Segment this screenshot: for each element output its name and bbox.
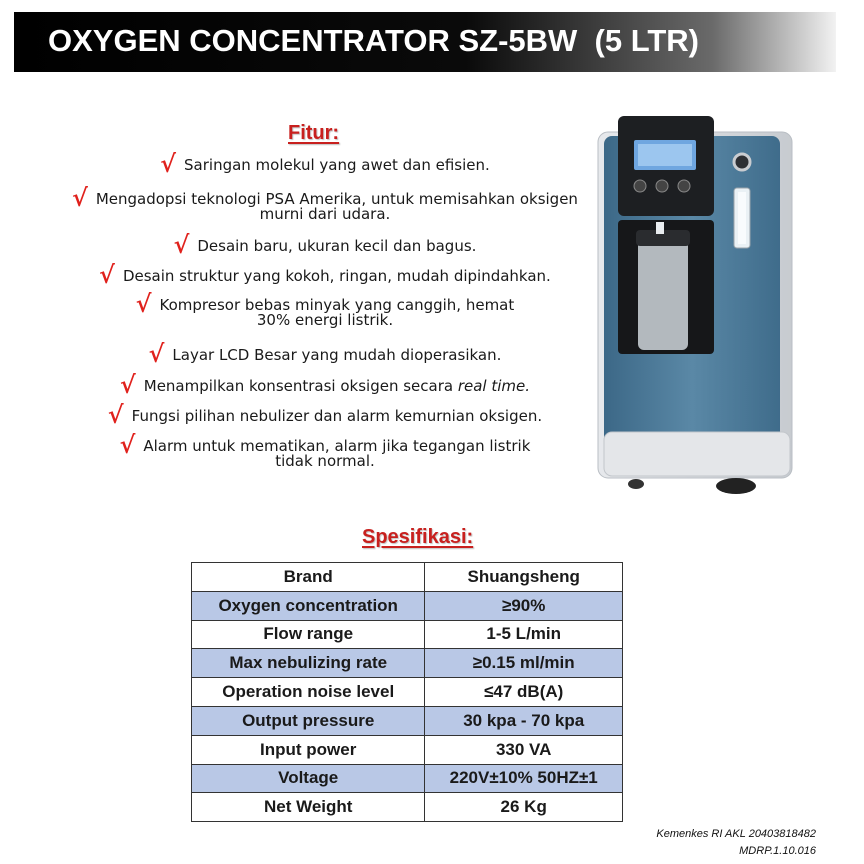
spec-label: Brand (192, 563, 425, 592)
spec-value: ≥90% (425, 591, 623, 620)
registration-number: Kemenkes RI AKL 20403818482 (656, 828, 816, 840)
table-row (192, 649, 623, 678)
check-icon: √ (119, 370, 136, 399)
feature-item: √ Kompresor bebas minyak yang canggih, hemat 30% energi listrik. (135, 289, 515, 329)
check-icon: √ (160, 149, 177, 178)
check-icon: √ (135, 289, 152, 318)
spec-label: Net Weight (192, 793, 425, 822)
spec-label: Output pressure (192, 706, 425, 735)
check-icon: √ (173, 230, 190, 259)
title-banner (14, 12, 836, 72)
spec-value: 30 kpa - 70 kpa (425, 706, 623, 735)
spec-value: 1-5 L/min (425, 620, 623, 649)
table-row (192, 764, 623, 793)
spec-value: 330 VA (425, 735, 623, 764)
table-row (192, 591, 623, 620)
page-title: OXYGEN CONCENTRATOR SZ-5BW (5 LTR) (48, 23, 699, 58)
spec-label: Max nebulizing rate (192, 649, 425, 678)
mdrp-number: MDRP.1.10.016 (739, 845, 816, 857)
spec-label: Operation noise level (192, 678, 425, 707)
oxygen-concentrator-image (596, 110, 796, 500)
feature-item: √ Mengadopsi teknologi PSA Amerika, untuk memisahkan oksigen murni dari udara. (72, 183, 578, 223)
spec-value: Shuangsheng (425, 563, 623, 592)
spec-table (191, 562, 623, 822)
feature-item: √ Saringan molekul yang awet dan efisien. (160, 149, 490, 178)
feature-item: √ Desain struktur yang kokoh, ringan, mudah dipindahkan. (99, 260, 551, 289)
spec-value: 26 Kg (425, 793, 623, 822)
spec-label: Flow range (192, 620, 425, 649)
spec-value: ≤47 dB(A) (425, 678, 623, 707)
spec-label: Oxygen concentration (192, 591, 425, 620)
table-row (192, 563, 623, 592)
table-row (192, 793, 623, 822)
table-row (192, 678, 623, 707)
table-row (192, 620, 623, 649)
check-icon: √ (72, 183, 88, 212)
check-icon: √ (99, 260, 115, 289)
check-icon: √ (107, 400, 124, 429)
spec-value: 220V±10% 50HZ±1 (425, 764, 623, 793)
specs-heading: Spesifikasi: (362, 526, 474, 548)
feature-item: √ Menampilkan konsentrasi oksigen secara real time. (119, 370, 531, 399)
features-heading: Fitur: (288, 122, 340, 144)
check-icon: √ (119, 430, 136, 459)
spec-value: ≥0.15 ml/min (425, 649, 623, 678)
spec-label: Voltage (192, 764, 425, 793)
table-row (192, 706, 623, 735)
spec-label: Input power (192, 735, 425, 764)
feature-item: √ Layar LCD Besar yang mudah dioperasikan. (148, 339, 502, 368)
feature-item: √ Alarm untuk mematikan, alarm jika tegangan listrik tidak normal. (119, 430, 531, 470)
feature-item: √ Desain baru, ukuran kecil dan bagus. (173, 230, 477, 259)
table-row (192, 735, 623, 764)
check-icon: √ (148, 339, 165, 368)
feature-item: √ Fungsi pilihan nebulizer dan alarm kemurnian oksigen. (107, 400, 543, 429)
